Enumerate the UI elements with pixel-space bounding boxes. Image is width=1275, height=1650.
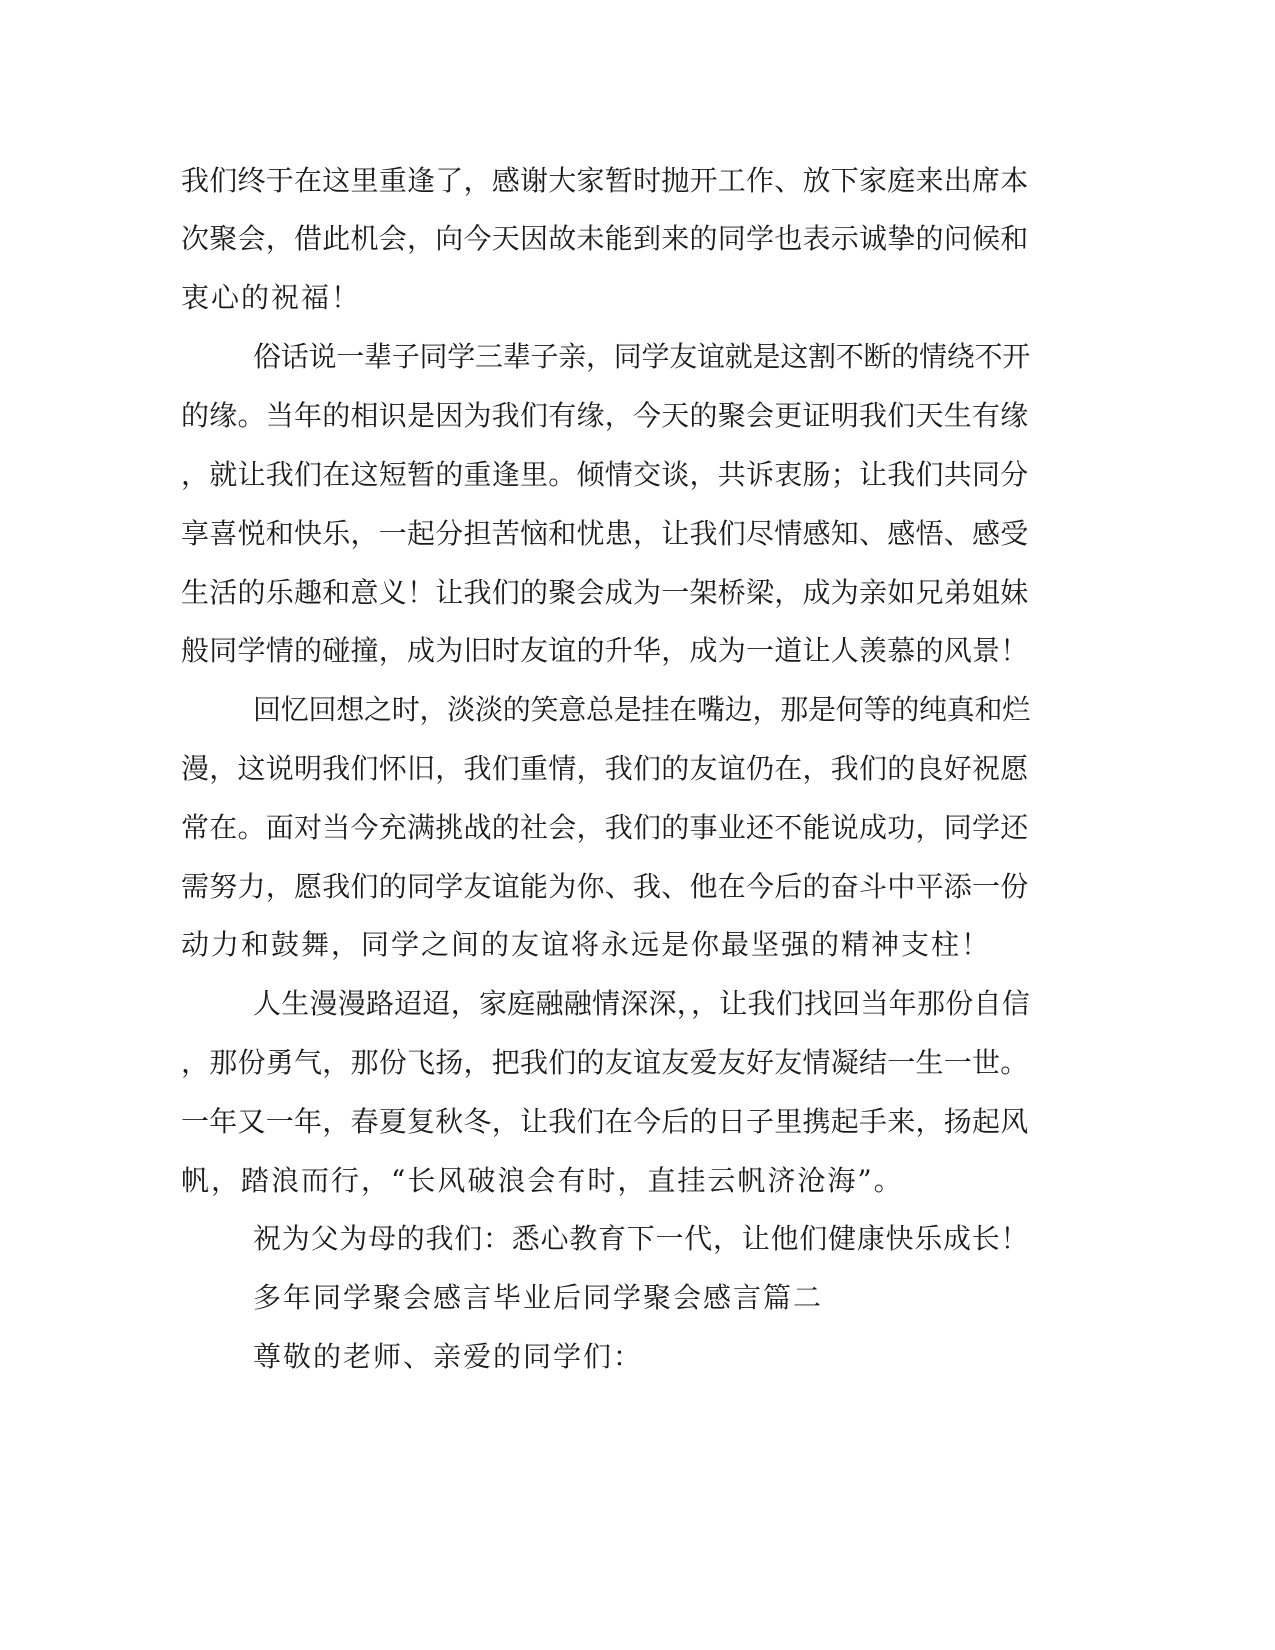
paragraph-3-line-4: 需努力，愿我们的同学友谊能为你、我、他在今后的奋斗中平添一份	[181, 870, 1029, 903]
paragraph-1-line-1: 我们终于在这里重逢了，感谢大家暂时抛开工作、放下家庭来出席本	[181, 164, 1029, 197]
paragraph-2-line-1: 俗话说一辈子同学三辈子亲，同学友谊就是这割不断的情绕不开	[253, 340, 1031, 373]
paragraph-4-line-2: ，那份勇气，那份飞扬，把我们的友谊友爱友好友情凝结一生一世。	[181, 1046, 1029, 1079]
paragraph-4-line-3: 一年又一年，春夏复秋冬，让我们在今后的日子里携起手来，扬起风	[181, 1105, 1029, 1138]
paragraph-2-line-4: 享喜悦和快乐，一起分担苦恼和忧患，让我们尽情感知、感悟、感受	[181, 517, 1029, 550]
paragraph-1-line-3: 衷心的祝福！	[181, 281, 362, 314]
paragraph-5-line-1: 祝为父为母的我们：悉心教育下一代，让他们健康快乐成长！	[253, 1222, 1030, 1255]
section-heading: 多年同学聚会感言毕业后同学聚会感言篇二	[253, 1281, 824, 1314]
paragraph-3-line-3: 常在。面对当今充满挑战的社会，我们的事业还不能说成功，同学还	[181, 811, 1029, 844]
paragraph-2-line-5: 生活的乐趣和意义！让我们的聚会成为一架桥梁，成为亲如兄弟姐妹	[181, 576, 1029, 609]
salutation: 尊敬的老师、亲爱的同学们：	[253, 1340, 644, 1373]
paragraph-2-line-6: 般同学情的碰撞，成为旧时友谊的升华，成为一道让人羡慕的风景！	[181, 634, 1029, 667]
paragraph-3-line-1: 回忆回想之时，淡淡的笑意总是挂在嘴边，那是何等的纯真和烂	[253, 693, 1031, 726]
paragraph-3-line-2: 漫，这说明我们怀旧，我们重情，我们的友谊仍在，我们的良好祝愿	[181, 752, 1029, 785]
paragraph-4-line-4: 帆，踏浪而行，“长风破浪会有时，直挂云帆济沧海”。	[181, 1164, 904, 1197]
paragraph-1-line-2: 次聚会，借此机会，向今天因故未能到来的同学也表示诚挚的问候和	[181, 222, 1029, 255]
paragraph-3-line-5: 动力和鼓舞，同学之间的友谊将永远是你最坚强的精神支柱！	[181, 928, 992, 961]
paragraph-4-line-1: 人生漫漫路迢迢，家庭融融情深深，，让我们找回当年那份自信	[253, 987, 1031, 1020]
paragraph-2-line-3: ，就让我们在这短暂的重逢里。倾情交谈，共诉衷肠；让我们共同分	[181, 458, 1029, 491]
paragraph-2-line-2: 的缘。当年的相识是因为我们有缘，今天的聚会更证明我们天生有缘	[181, 399, 1029, 432]
